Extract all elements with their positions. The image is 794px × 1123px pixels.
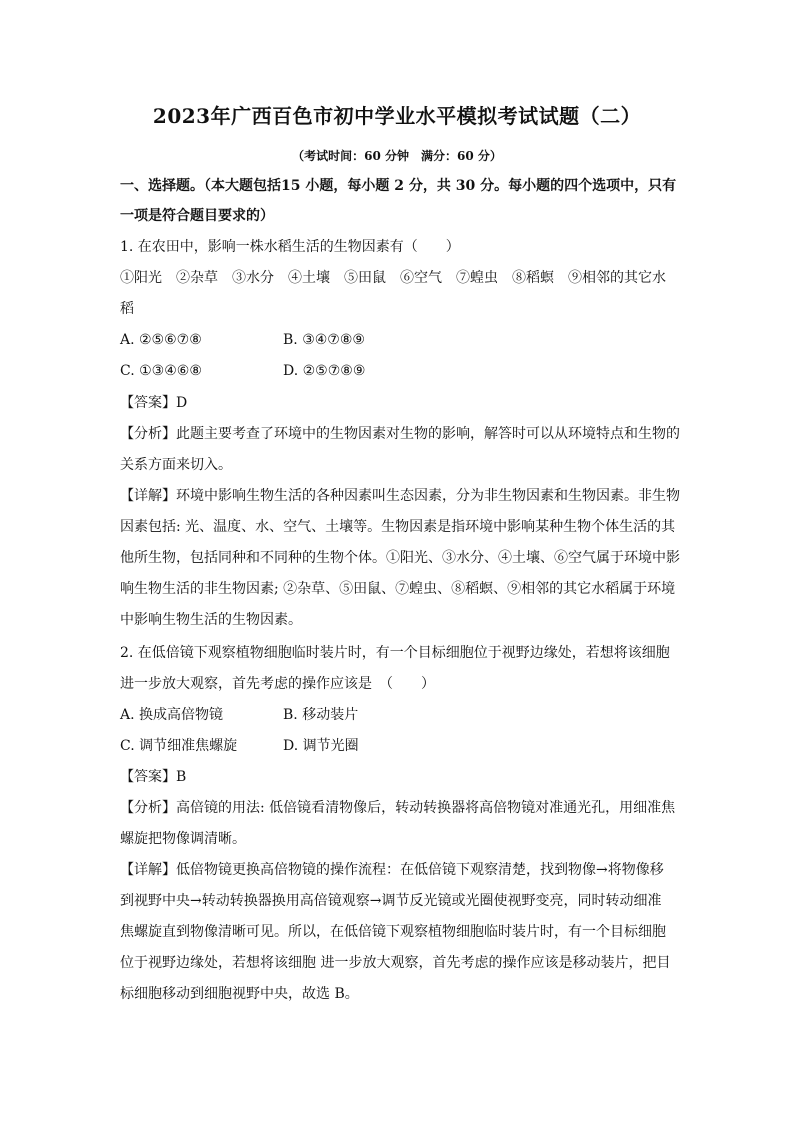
q1-detail-line-3: 他所生物，包括同种和不同种的生物个体。①阳光、③水分、④土壤、⑥空气属于环境中影 bbox=[120, 550, 680, 566]
q2-stem-line-1: 2. 在低倍镜下观察植物细胞临时装片时，有一个目标细胞位于视野边缘处，若想将该细胞 bbox=[120, 645, 670, 661]
q2-detail-line-2: 到视野中央→转动转换器换用高倍镜观察→调节反光镜或光圈使视野变亮，同时转动细准 bbox=[120, 893, 662, 909]
q1-detail-line-5: 中影响生物生活的生物因素。 bbox=[120, 612, 302, 628]
q2-analysis-line-2: 螺旋把物像调清晰。 bbox=[120, 831, 246, 847]
q2-detail-line-3: 焦螺旋直到物像清晰可见。所以，在低倍镜下观察植物细胞临时装片时，有一个目标细胞 bbox=[120, 924, 666, 940]
q1-items-line-2: 稻 bbox=[120, 301, 134, 317]
q1-option-c: C. ①③④⑥⑧ bbox=[120, 363, 202, 379]
q1-analysis-line-2: 关系方面来切入。 bbox=[120, 457, 232, 473]
q2-option-d: D. 调节光圈 bbox=[283, 738, 359, 754]
section-heading-line-2: 一项是符合题目要求的） bbox=[120, 208, 274, 224]
q2-option-a: A. 换成高倍物镜 bbox=[120, 707, 224, 723]
section-heading-line-1: 一、选择题。（本大题包括15 小题，每小题 2 分，共 30 分。每小题的四个选项中，只有 bbox=[120, 178, 677, 194]
exam-info: （考试时间：60 分钟 满分：60 分） bbox=[292, 149, 502, 163]
q2-analysis-line-1: 【分析】高倍镜的用法: 低倍镜看清物像后，转动转换器将高倍物镜对准通光孔，用细准焦 bbox=[120, 800, 676, 816]
q1-stem: 1. 在农田中，影响一株水稻生活的生物因素有（ ） bbox=[120, 239, 460, 255]
page-title: 2023年广西百色市初中学业水平模拟考试试题（二） bbox=[152, 104, 642, 128]
q1-option-a: A. ②⑤⑥⑦⑧ bbox=[120, 332, 202, 348]
q1-analysis-line-1: 【分析】此题主要考查了环境中的生物因素对生物的影响，解答时可以从环境特点和生物的 bbox=[120, 426, 680, 442]
q1-option-d: D. ②⑤⑦⑧⑨ bbox=[283, 363, 366, 379]
q1-detail-line-4: 响生物生活的非生物因素; ②杂草、⑤田鼠、⑦蝗虫、⑧稻螟、⑨相邻的其它水稻属于环境 bbox=[120, 581, 676, 597]
q1-detail-line-1: 【详解】环境中影响生物生活的各种因素叫生态因素，分为非生物因素和生物因素。非生物 bbox=[120, 488, 680, 504]
q2-detail-line-4: 位于视野边缘处，若想将该细胞 进一步放大观察，首先考虑的操作应该是移动装片，把目 bbox=[120, 955, 671, 971]
q1-detail-line-2: 因素包括: 光、温度、水、空气、土壤等。生物因素是指环境中影响某种生物个体生活的其 bbox=[120, 519, 676, 535]
q2-detail-line-1: 【详解】低倍物镜更换高倍物镜的操作流程：在低倍镜下观察清楚，找到物像→将物像移 bbox=[120, 862, 664, 878]
q2-option-c: C. 调节细准焦螺旋 bbox=[120, 738, 238, 754]
q1-items-line-1: ①阳光 ②杂草 ③水分 ④土壤 ⑤田鼠 ⑥空气 ⑦蝗虫 ⑧稻螟 ⑨相邻的其它水 bbox=[120, 270, 666, 286]
q2-stem-line-2: 进一步放大观察，首先考虑的操作应该是 （ ） bbox=[120, 676, 435, 692]
q2-detail-line-5: 标细胞移动到细胞视野中央，故选 B。 bbox=[120, 986, 359, 1002]
q2-option-b: B. 移动装片 bbox=[283, 707, 359, 723]
q1-answer: 【答案】D bbox=[120, 395, 188, 411]
q1-option-b: B. ③④⑦⑧⑨ bbox=[283, 332, 365, 348]
q2-answer: 【答案】B bbox=[120, 769, 187, 785]
